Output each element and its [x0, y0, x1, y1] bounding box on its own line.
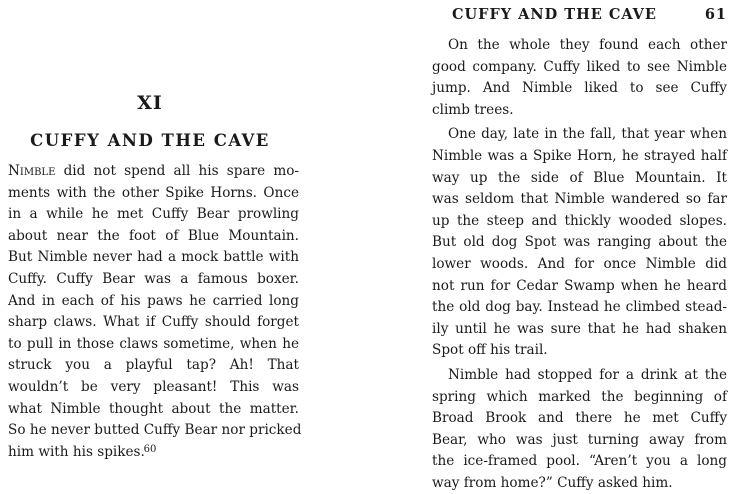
text-line: Nimble did not spend all his spare mo- — [8, 163, 299, 179]
text-line: in a while he met Cuffy Bear prowling — [8, 206, 299, 223]
text-line: On the whole they found each other — [448, 37, 727, 53]
text-line: to pull in those claws sometime, when he — [8, 335, 299, 352]
chapter-number: XI — [137, 92, 163, 114]
text-line: And in each of his paws he carried long — [8, 292, 299, 309]
paragraph — [432, 124, 727, 362]
text-line: climb trees. — [432, 101, 514, 118]
text-line: spring which marked the beginning of — [432, 388, 727, 405]
text-line: Cuffy. Cuffy Bear was a famous boxer. — [8, 270, 299, 287]
left-page — [0, 0, 366, 463]
text-line: good company. Cuffy liked to see Nimble — [432, 58, 727, 75]
text-line: way from home?” Cuffy asked him. — [432, 474, 673, 491]
text-line: struck you a playful tap? Ah! That — [8, 357, 299, 374]
paragraph — [432, 35, 727, 121]
page-number-right: 61 — [704, 6, 727, 23]
left-page-body — [8, 161, 302, 463]
text-line: ments with the other Spike Horns. Once — [8, 184, 299, 201]
text-line: Bear, who was just turning away from — [432, 431, 727, 448]
text-line: lower woods. And for once Nimble did — [432, 255, 727, 272]
text-line: One day, late in the fall, that year when — [448, 126, 727, 143]
text-line: up the steep and thickly wooded slopes. — [432, 212, 727, 229]
paragraph — [432, 365, 727, 494]
text-line: ily until he was sure that he had shaken — [432, 320, 727, 337]
text-line: Broad Brook and there he met Cuffy — [432, 410, 727, 427]
right-page — [366, 0, 732, 491]
text-line: way up the side of Blue Mountain. It — [432, 169, 727, 186]
text-line: Nimble was a Spike Horn, he strayed half — [432, 147, 727, 164]
text-line: the ice-framed pool. “Aren’t you a long — [432, 453, 727, 470]
right-page-body — [432, 35, 727, 494]
text-line: But old dog Spot was ranging about the — [432, 234, 727, 251]
page-number-left: 60 — [143, 444, 157, 455]
text-line: wouldn’t be very pleasant! This was — [8, 378, 299, 395]
text-line: But Nimble never had a mock battle with — [8, 249, 299, 266]
text-line: him with his spikes. — [8, 443, 145, 460]
text-line: the old dog bay. Instead he climbed stead- — [432, 299, 727, 316]
dropcap-word: Nimble — [8, 163, 56, 179]
text-line: what Nimble thought about the matter. — [8, 400, 299, 417]
text-line: sharp claws. What if Cuffy should forget — [8, 314, 299, 331]
text-line: So he never butted Cuffy Bear nor pricked — [8, 422, 302, 439]
text-line: jump. And Nimble liked to see Cuffy — [432, 80, 727, 97]
chapter-title: CUFFY AND THE CAVE — [30, 131, 270, 150]
text-line: Nimble had stopped for a drink at the — [448, 366, 727, 383]
text-line: about near the foot of Blue Mountain. — [8, 227, 299, 244]
text-line: not run for Cedar Swamp when he heard — [432, 277, 727, 294]
text-line: was seldom that Nimble wandered so far — [432, 191, 727, 208]
text-line: Spot off his trail. — [432, 342, 548, 359]
running-head-title: CUFFY AND THE CAVE — [452, 6, 657, 23]
